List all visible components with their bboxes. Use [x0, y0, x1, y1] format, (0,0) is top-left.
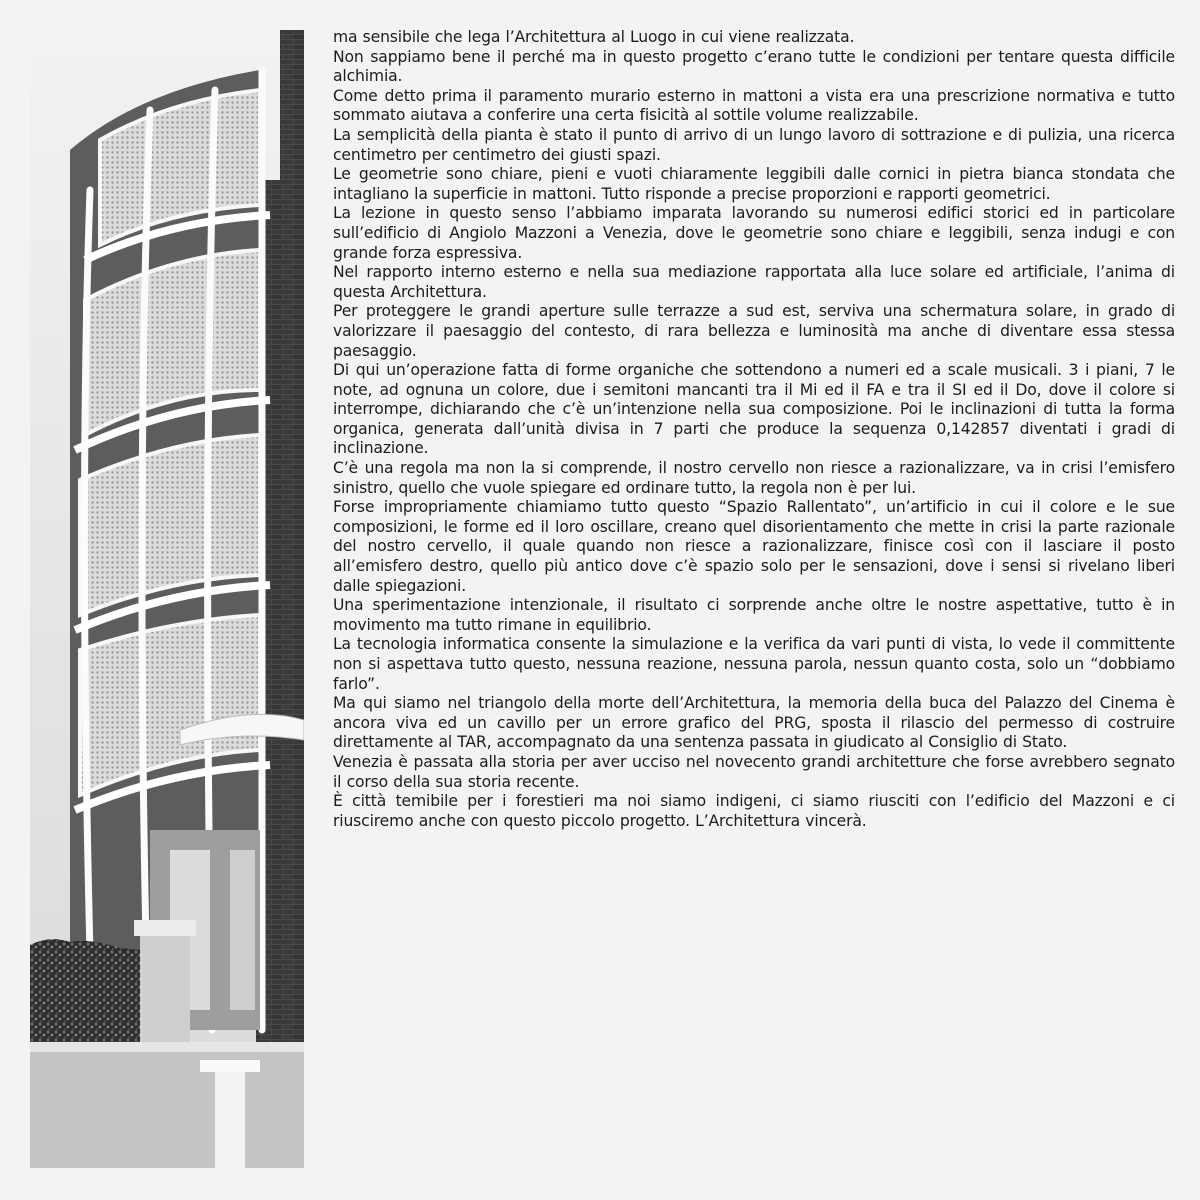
paragraph: Forse impropriamente chiamiamo tutto questo “Spazio Rallentato”, un’artificio in cui il colore e le sue composizioni, le forme ed il loro oscillare, creano quel disorientamento che mette in crisi la parte razionale del nostro cervello, il quale quando non riesce a razionalizzare, finisce così con il lasciare il posto all’emisfero destro, quello più antico dove c’è spazio solo per le sensazioni, dove i sensi si rivelano liberi dalle spiegazioni. — [333, 498, 1175, 595]
paragraph: La semplicità della pianta è stato il punto di arrivo di un lungo lavoro di sottrazione e di pulizia, una ricerca centimetro per centimetro dei giusti spazi. — [333, 125, 1175, 164]
paragraph: Nel rapporto interno esterno e nella sua mediazione rapportata alla luce solare ed artificiale, l’anima di questa Architettura. — [333, 263, 1175, 301]
paragraph: Venezia è passata alla storia per aver ucciso nel novecento grandi architetture che forse avrebbero segnato il corso della sua storia recente. — [333, 752, 1175, 791]
paragraph: La lezione in questo senso l’abbiamo imparata lavorando su numerosi edifici storici ed in particolare sull’edificio di Angiolo Mazzoni a Venezia, dove le geometrie sono chiare e leggibili, senza indugi e con grande forza espressiva. — [333, 204, 1175, 262]
paragraph: Una sperimentazione intenzionale, il risultato ci sorprende anche oltre le nostre aspettative, tutto è in movimento ma tutto rimane in equilibrio. — [333, 596, 1175, 634]
paragraph: La tecnologia informatica consente la simulazione e la verifica da vari punti di vista, lo vede il committente non si aspettava tutto questo, nessuna reazione, nessuna parola, nessun quanto costa, solo un “dobbiamo farlo”. — [333, 635, 1175, 693]
paragraph: Ma qui siamo nel triangolo della morte dell’Architettura, la memoria della buca del Palazzo del Cinema è ancora viva ed un cavillo per un errore grafico del PRG, sposta il rilascio del permesso di costruire direttamente al TAR, accompagnato da una sentenza passata in giudicato al Consiglio di Stato. — [333, 694, 1175, 752]
building-photo — [30, 30, 304, 1168]
paragraph: ma sensibile che lega l’Architettura al Luogo in cui viene realizzata. — [333, 28, 855, 46]
paragraph: Di qui un’operazione fatta di forme organiche che sottendono a numeri ed a scale musicali. 3 i piani, 7 le note, ad ognuna un colore, due i semitoni mancanti tra il Mi ed il FA e tra il SI ed il Do, dove il colore si interrompe, dichiarando che c’è un’intenzione nella sua composizione. Poi le inclinazioni di tutta la forma organica, generata dall’unità divisa in 7 parti che produce la sequenza 0,142857 diventati i gradi di inclinazione. — [333, 361, 1175, 458]
paragraph: Le geometrie sono chiare, pieni e vuoti chiaramente leggibili dalle cornici in pietra bianca stondata che intagliano la superficie in mattoni. Tutto risponde a precise proporzioni e rapporti geometrici. — [333, 165, 1175, 203]
paragraph: È città temibile per i forestieri ma noi siamo indigeni, ci siamo riusciti con l’edificio del Mazzoni e ci riusciremo anche con questo piccolo progetto. L’Architettura vincerà. — [333, 792, 1175, 830]
article-text — [333, 28, 1175, 1178]
paragraph: Per proteggere le grandi aperture sulle terrazze a sud est, serviva una schermatura solare, in grado di valorizzare il paesaggio del contesto, di rara bellezza e luminosità ma anche di diventare essa stessa paesaggio. — [333, 302, 1175, 360]
paragraph: C’è una regola ma non la si comprende, il nostro cervello non riesce a razionalizzare, va in crisi l’emisfero sinistro, quello che vuole spiegare ed ordinare tutto, la regola non è per lui. — [333, 459, 1175, 497]
paragraph: Non sappiamo bene il perché ma in questo progetto c’erano tutte le condizioni per tentare questa difficile alchimia. — [333, 47, 1175, 86]
paragraph: Come detto prima il paramento murario esterno in mattoni a vista era una prescrizione normativa e tutto sommato aiutava a conferire una certa fisicità al sottile volume realizzabile. — [333, 86, 1175, 125]
